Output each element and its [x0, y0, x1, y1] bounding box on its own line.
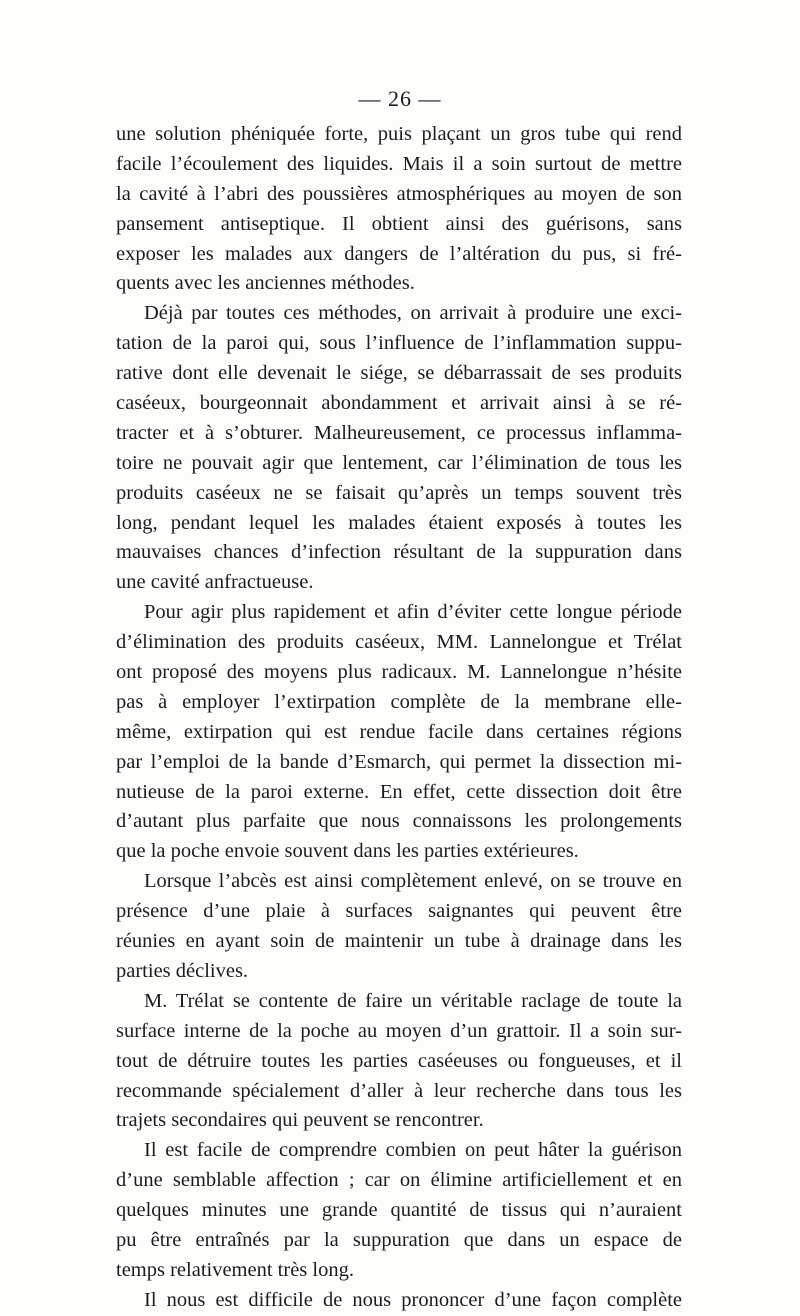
text-line: tout de détruire toutes les parties caséeuses ou fongueuses, et il	[116, 1049, 682, 1072]
text-line: d’élimination des produits caséeux, MM. Lannelongue et Trélat	[116, 631, 682, 654]
text-line: pas à employer l’extirpation complète de la membrane elle-	[116, 690, 682, 713]
text-line: la cavité à l’abri des poussières atmosphériques au moyen de son	[116, 182, 682, 205]
text-line: une solution phéniquée forte, puis plaçant un gros tube qui rend	[116, 123, 682, 145]
text-line: d’autant plus parfaite que nous connaissons les prolongements	[116, 810, 682, 833]
text-line: rative dont elle devenait le siége, se débarrassait de ses produits	[116, 362, 682, 385]
body-text	[116, 120, 682, 1316]
text-line: parties déclives.	[116, 959, 249, 982]
text-line: pansement antiseptique. Il obtient ainsi des guérisons, sans	[116, 212, 682, 235]
text-line: réunies en ayant soin de maintenir un tube à drainage dans les	[116, 930, 682, 953]
text-line: trajets secondaires qui peuvent se rencontrer.	[116, 1109, 484, 1132]
text-line: que la poche envoie souvent dans les parties extérieures.	[116, 840, 579, 863]
text-line: recommande spécialement d’aller à leur recherche dans tous les	[116, 1079, 682, 1102]
text-line: d’une semblable affection ; car on élimine artificiellement et en	[116, 1169, 682, 1192]
text-line: ont proposé des moyens plus radicaux. M. Lannelongue n’hésite	[116, 661, 682, 684]
text-line: même, extirpation qui est rendue facile dans certaines régions	[116, 720, 682, 743]
text-line: Il est facile de comprendre combien on peut hâter la guérison	[144, 1139, 682, 1162]
page-number: — 26 —	[358, 86, 442, 111]
text-line: caséeux, bourgeonnait abondamment et arrivait ainsi à se ré-	[116, 392, 682, 415]
text-line: Déjà par toutes ces méthodes, on arrivait à produire une exci-	[144, 302, 682, 325]
text-line: quelques minutes une grande quantité de tissus qui n’auraient	[116, 1199, 682, 1222]
text-line: M. Trélat se contente de faire un véritable raclage de toute la	[144, 989, 682, 1012]
text-line: temps relativement très long.	[116, 1258, 354, 1281]
text-line: facile l’écoulement des liquides. Mais il a soin surtout de mettre	[116, 152, 682, 175]
text-line: quents avec les anciennes méthodes.	[116, 272, 415, 295]
text-line: surface interne de la poche au moyen d’un grattoir. Il a soin sur-	[116, 1019, 682, 1042]
text-line: tation de la paroi qui, sous l’influence de l’inflammation suppu-	[116, 332, 682, 355]
text-line: nutieuse de la paroi externe. En effet, cette dissection doit être	[116, 780, 682, 803]
text-line: long, pendant lequel les malades étaient exposés à toutes les	[116, 511, 682, 534]
text-line: présence d’une plaie à surfaces saignantes qui peuvent être	[116, 900, 682, 923]
text-line: Lorsque l’abcès est ainsi complètement enlevé, on se trouve en	[144, 870, 682, 893]
text-line: toire ne pouvait agir que lentement, car l’élimination de tous les	[116, 451, 682, 474]
text-line: Il nous est difficile de nous prononcer d’une façon complète	[144, 1288, 682, 1311]
text-line: par l’emploi de la bande d’Esmarch, qui permet la dissection mi-	[116, 750, 682, 773]
text-line: produits caséeux ne se faisait qu’après un temps souvent très	[116, 481, 682, 504]
text-line: Pour agir plus rapidement et afin d’éviter cette longue période	[144, 601, 682, 624]
text-line: pu être entraînés par la suppuration que dans un espace de	[116, 1228, 682, 1251]
text-line: tracter et à s’obturer. Malheureusement, ce processus inflamma-	[116, 421, 682, 444]
text-line: exposer les malades aux dangers de l’altération du pus, si fré-	[116, 242, 682, 265]
text-line: mauvaises chances d’infection résultant de la suppuration dans	[116, 541, 682, 564]
text-line: une cavité anfractueuse.	[116, 571, 314, 594]
